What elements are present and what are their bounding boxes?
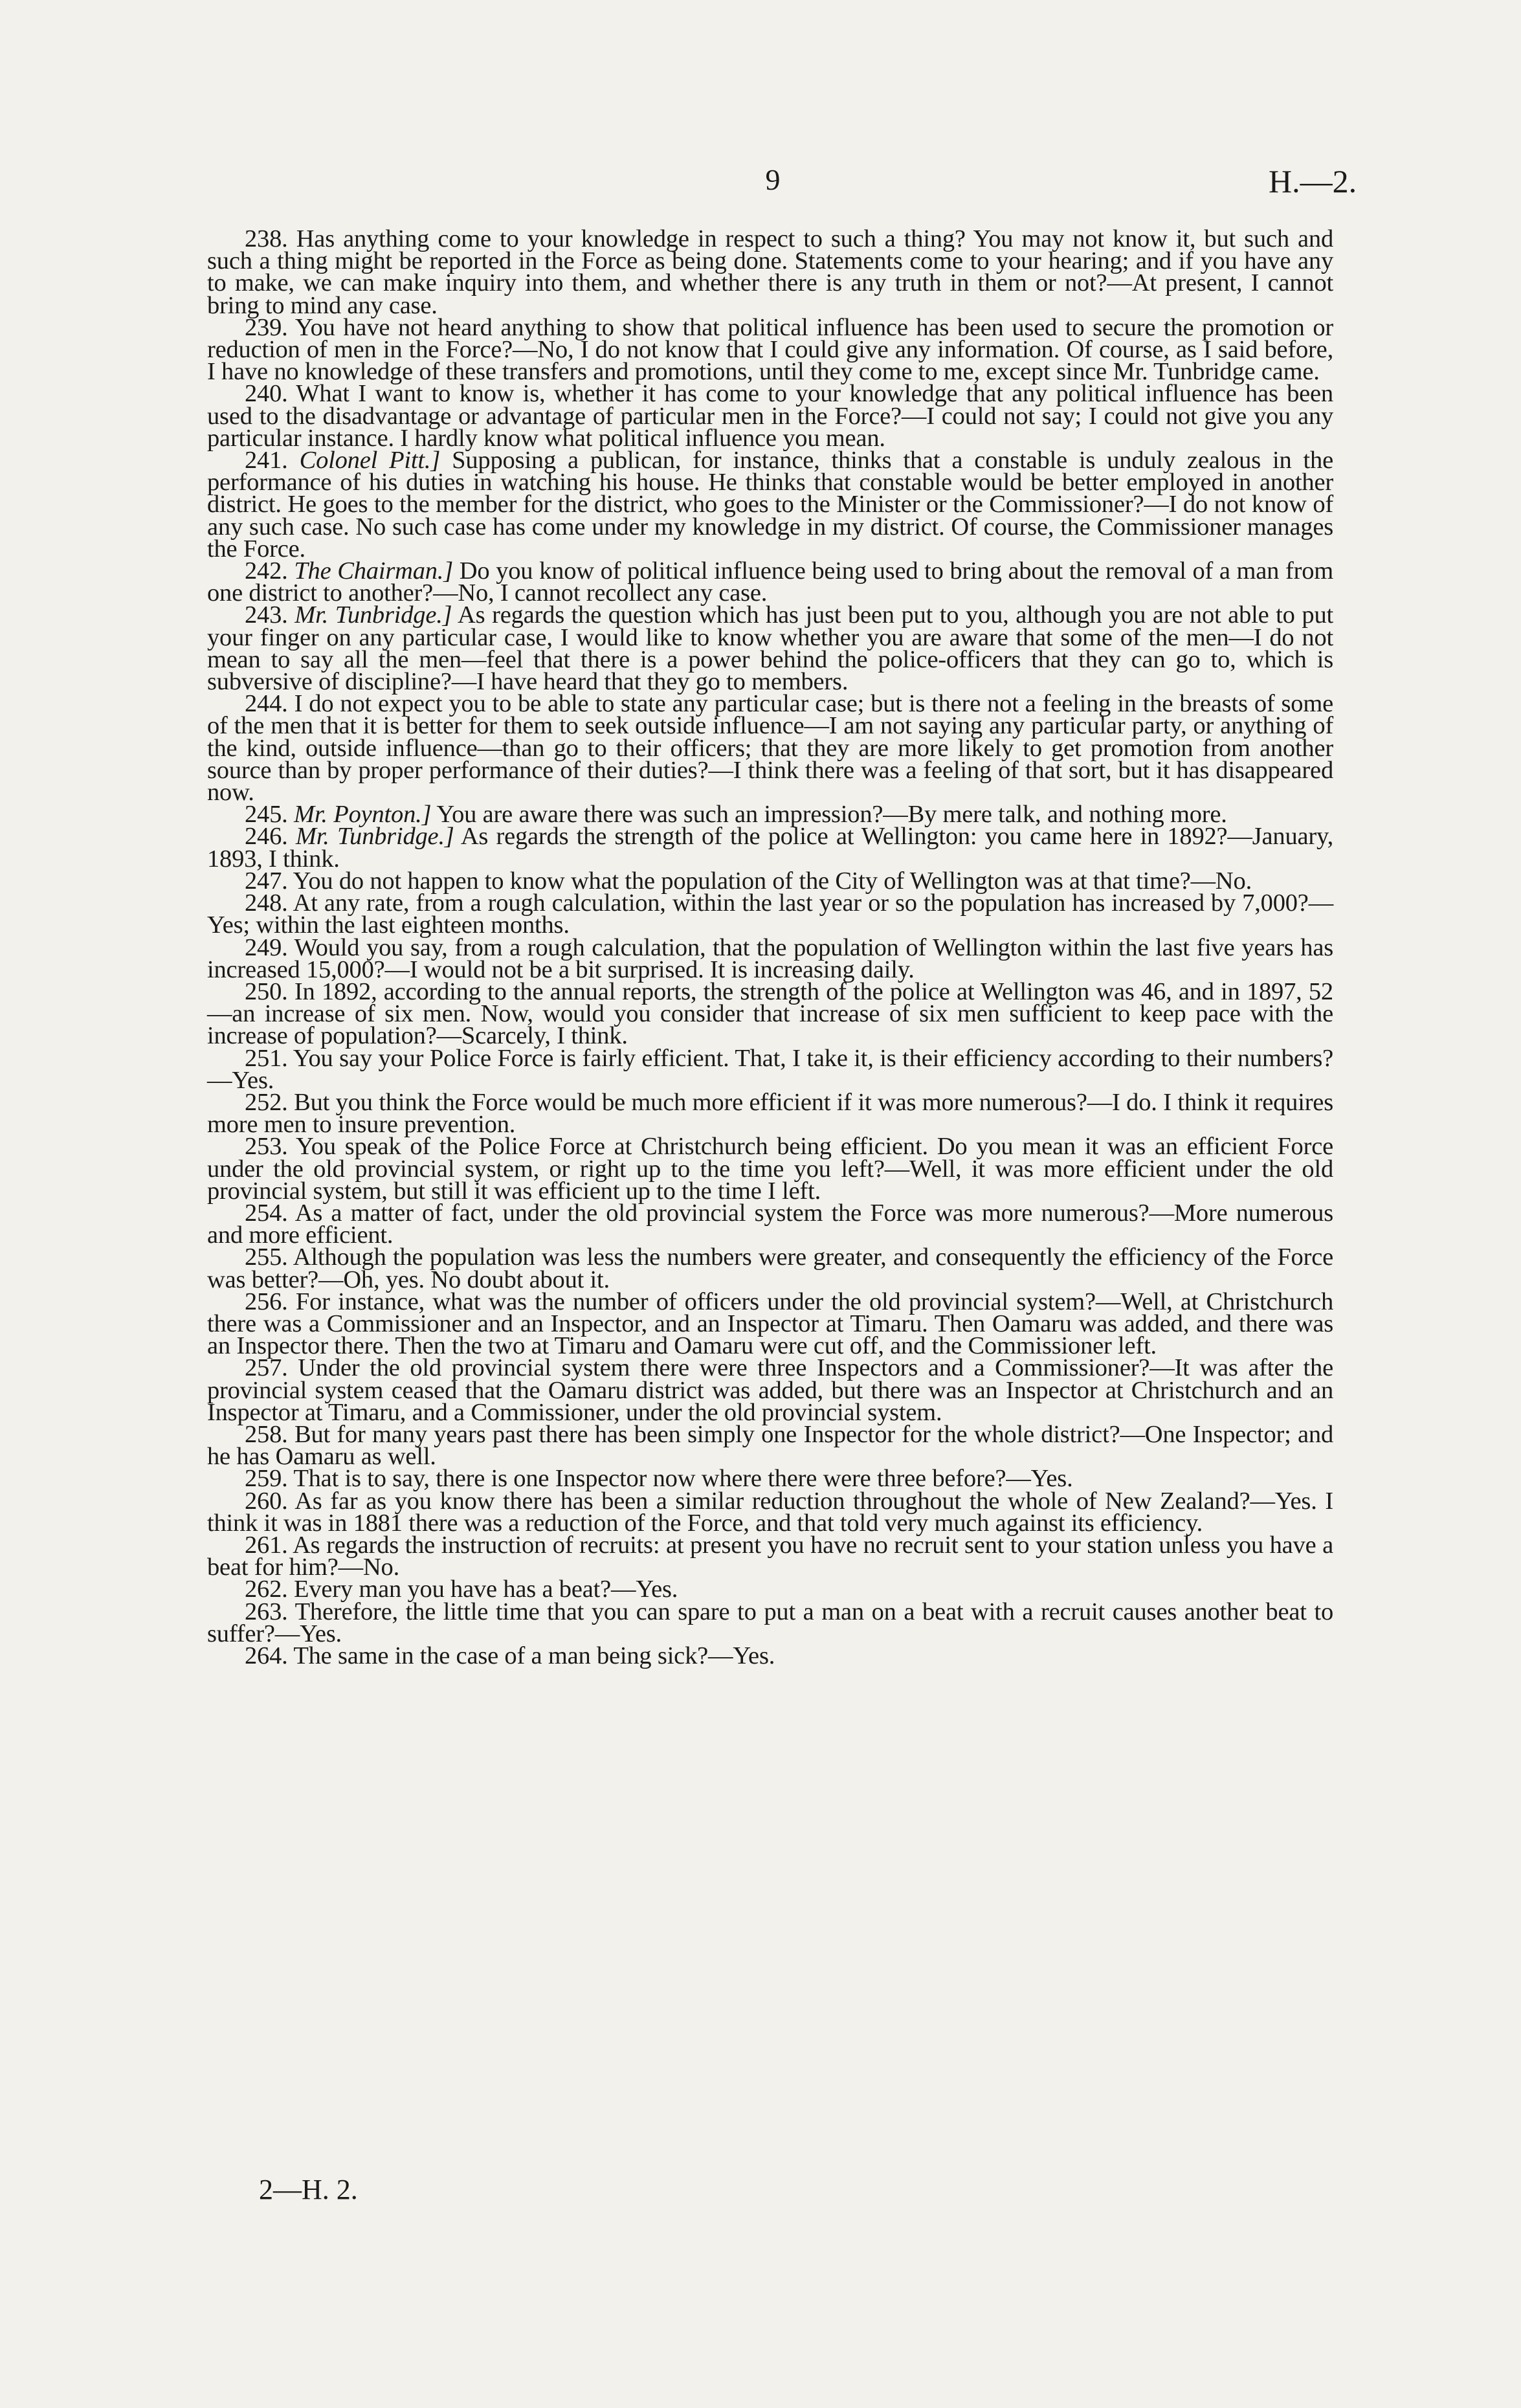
paragraph-text: As far as you know there has been a similar reduction throughout the whole of New Zealand?—Yes. I think it was in 1881 there was a reduction of the Force, and that told very much against its efficiency. <box>207 1487 1333 1537</box>
paragraph-text: In 1892, according to the annual reports, the strength of the police at Wellington was 46, and in 1897, 52—an increase of six men. Now, would you consider that increase of six men sufficient to keep pace with the increase of population?—Scarcely, I think. <box>207 977 1333 1050</box>
question-paragraph <box>207 557 1333 607</box>
paragraph-text: For instance, what was the number of officers under the old provincial system?—Well, at Christchurch there was a Commissioner and an Inspector, and an Inspector at Timaru. Then Oamaru was added, and there was an Inspector there. Then the two at Timaru and Oamaru were cut off, and the Commissioner left. <box>207 1288 1333 1360</box>
question-number: 247. <box>245 867 288 895</box>
question-number: 261. <box>245 1531 288 1559</box>
paragraph-text: As regards the question which has just been put to you, although you are not able to put your finger on any particular case, I would like to know whether you are aware that some of the men—I do not mean to say all the men—feel that there is a power behind the police-officers that they can go to, which is subversive of discipline?—I have heard that they go to members. <box>207 601 1333 696</box>
paragraph-text: You have not heard anything to show that political influence has been used to secure the promotion or reduction of men in the Force?—No, I do not know that I could give any information. Of course, as I said before, I have no knowledge of these transfers and promotions, until they come to me, except since Mr. Tunbridge came. <box>207 313 1333 386</box>
question-number: 250. <box>245 977 288 1005</box>
paragraph-text: As regards the instruction of recruits: at present you have no recruit sent to your station unless you have a beat for him?—No. <box>207 1531 1333 1581</box>
paragraph-text: You speak of the Police Force at Christchurch being efficient. Do you mean it was an efficient Force under the old provincial system, or right up to the time you left?—Well, it was more efficient under the old provincial system, but still it was efficient up to the time I left. <box>207 1133 1333 1205</box>
question-number: 244. <box>245 690 288 718</box>
question-number: 249. <box>245 933 288 961</box>
question-paragraph <box>207 601 1333 696</box>
question-paragraph <box>207 1487 1333 1537</box>
question-paragraph <box>207 447 1333 563</box>
question-paragraph <box>207 977 1333 1050</box>
question-paragraph <box>207 1598 1334 1647</box>
question-paragraph <box>207 823 1333 873</box>
question-paragraph <box>207 933 1333 983</box>
question-number: 243. <box>245 601 288 629</box>
speaker-name: Colonel Pitt.] <box>299 447 441 474</box>
question-paragraph <box>207 690 1333 807</box>
question-number: 242. <box>245 557 288 585</box>
question-paragraph <box>207 801 1333 829</box>
paragraph-text: You say your Police Force is fairly efficient. That, I take it, is their efficiency according to their numbers?—Yes. <box>207 1044 1333 1094</box>
question-number: 245. <box>245 801 288 829</box>
question-number: 251. <box>245 1044 288 1072</box>
paragraph-text: Every man you have has a beat?—Yes. <box>294 1576 678 1603</box>
question-number: 254. <box>245 1199 288 1227</box>
document-body <box>207 225 1334 1669</box>
question-paragraph <box>207 867 1333 895</box>
paragraph-text: I do not expect you to be able to state any particular case; but is there not a feeling in the breasts of some of the men that it is better for them to seek outside influence—I am not saying any particular party, or anything of the kind, outside influence—than go to their officers; that they are more likely to get promotion from another source than by proper performance of their duties?—I think there was a feeling of that sort, but it has disappeared now. <box>207 690 1333 807</box>
paragraph-text: But for many years past there has been simply one Inspector for the whole district?—One Inspector; and he has Oamaru as well. <box>207 1420 1333 1471</box>
paragraph-text: Supposing a publican, for instance, thinks that a constable is unduly zealous in the performance of his duties in watching his house. He thinks that constable would be better employed in another district. He goes to the member for the district, who goes to the Minister or the Commissioner?—I do not know of any such case. No such case has come under my knowledge in my district. Of course, the Commissioner manages the Force. <box>207 447 1333 563</box>
paragraph-text: Would you say, from a rough calculation, that the population of Wellington within the last five years has increased 15,000?—I would not be a bit surprised. It is increasing daily. <box>207 933 1333 983</box>
question-number: 248. <box>245 889 288 917</box>
question-number: 240. <box>245 380 288 408</box>
paragraph-text: Do you know of political influence being used to bring about the removal of a man from one district to another?—No, I cannot recollect any case. <box>207 557 1333 607</box>
question-number: 241. <box>245 447 288 474</box>
question-paragraph <box>207 1199 1333 1249</box>
speaker-name: Mr. Tunbridge.] <box>295 823 454 851</box>
question-number: 257. <box>245 1354 288 1382</box>
paragraph-text: Has anything come to your knowledge in respect to such a thing? You may not know it, but such and such a thing might be reported in the Force as being done. Statements come to your hearing; and if you have any to make, we can make inquiry into them, and whether there is any truth in them or not?—At present, I cannot bring to mind any case. <box>207 225 1333 319</box>
paragraph-text: The same in the case of a man being sick?—Yes. <box>293 1642 775 1669</box>
speaker-name: The Chairman.] <box>294 557 454 585</box>
paragraph-text: You are aware there was such an impression?—By mere talk, and nothing more. <box>436 801 1227 829</box>
speaker-name: Mr. Poynton.] <box>294 801 432 829</box>
question-number: 252. <box>245 1088 288 1116</box>
paragraph-text: At any rate, from a rough calculation, within the last year or so the population has increased by 7,000?—Yes; within the last eighteen months. <box>207 889 1333 939</box>
question-number: 238. <box>245 225 288 252</box>
question-paragraph <box>207 1576 1333 1603</box>
question-paragraph <box>207 1288 1333 1360</box>
paragraph-text: Under the old provincial system there were three Inspectors and a Commissioner?—It was after the provincial system ceased that the Oamaru district was added, but there was an Inspector at Christchurch and an Inspector at Timaru, and a Commissioner, under the old provincial system. <box>207 1354 1333 1426</box>
question-paragraph <box>207 889 1333 939</box>
paragraph-text: But you think the Force would be much more efficient if it was more numerous?—I do. I think it requires more men to insure prevention. <box>207 1088 1333 1139</box>
paragraph-text: What I want to know is, whether it has come to your knowledge that any political influence has been used to the disadvantage or advantage of particular men in the Force?—I could not say; I could not give you any particular instance. I hardly know what political influence you mean. <box>207 380 1333 452</box>
question-paragraph <box>207 380 1333 452</box>
question-paragraph <box>207 1465 1333 1493</box>
question-number: 239. <box>245 313 288 341</box>
printer-signature: 2—H. 2. <box>259 2174 358 2205</box>
question-paragraph <box>207 1642 1333 1669</box>
question-number: 255. <box>245 1243 288 1271</box>
question-paragraph <box>207 1044 1333 1094</box>
question-paragraph <box>207 1133 1333 1205</box>
question-paragraph <box>207 1420 1333 1471</box>
question-number: 259. <box>245 1465 288 1493</box>
question-number: 246. <box>245 823 288 851</box>
question-paragraph <box>207 1088 1333 1139</box>
question-paragraph <box>207 313 1333 386</box>
speaker-name: Mr. Tunbridge.] <box>294 601 452 629</box>
question-paragraph <box>207 1354 1333 1426</box>
question-number: 253. <box>245 1133 288 1161</box>
question-paragraph <box>207 1243 1333 1293</box>
question-number: 260. <box>245 1487 288 1515</box>
paragraph-text: As a matter of fact, under the old provincial system the Force was more numerous?—More numerous and more efficient. <box>207 1199 1333 1249</box>
question-paragraph <box>207 1531 1333 1581</box>
paragraph-text: Although the population was less the numbers were greater, and consequently the efficiency of the Force was better?—Oh, yes. No doubt about it. <box>207 1243 1333 1293</box>
question-number: 262. <box>245 1576 288 1603</box>
paragraph-text: You do not happen to know what the population of the City of Wellington was at that time?—No. <box>293 867 1252 895</box>
question-number: 258. <box>245 1420 288 1448</box>
question-number: 256. <box>245 1288 288 1315</box>
page-number: 9 <box>765 163 781 196</box>
question-paragraph <box>207 225 1333 319</box>
paragraph-text: As regards the strength of the police at Wellington: you came here in 1892?—January, 1893, I think. <box>207 823 1333 873</box>
paragraph-text: That is to say, there is one Inspector now where there were three before?—Yes. <box>293 1465 1073 1493</box>
question-number: 263. <box>245 1598 288 1625</box>
question-number: 264. <box>245 1642 288 1669</box>
document-reference: H.—2. <box>1269 163 1357 199</box>
paragraph-text: Therefore, the little time that you can spare to put a man on a beat with a recruit causes another beat to suffer?—Yes. <box>207 1598 1334 1647</box>
